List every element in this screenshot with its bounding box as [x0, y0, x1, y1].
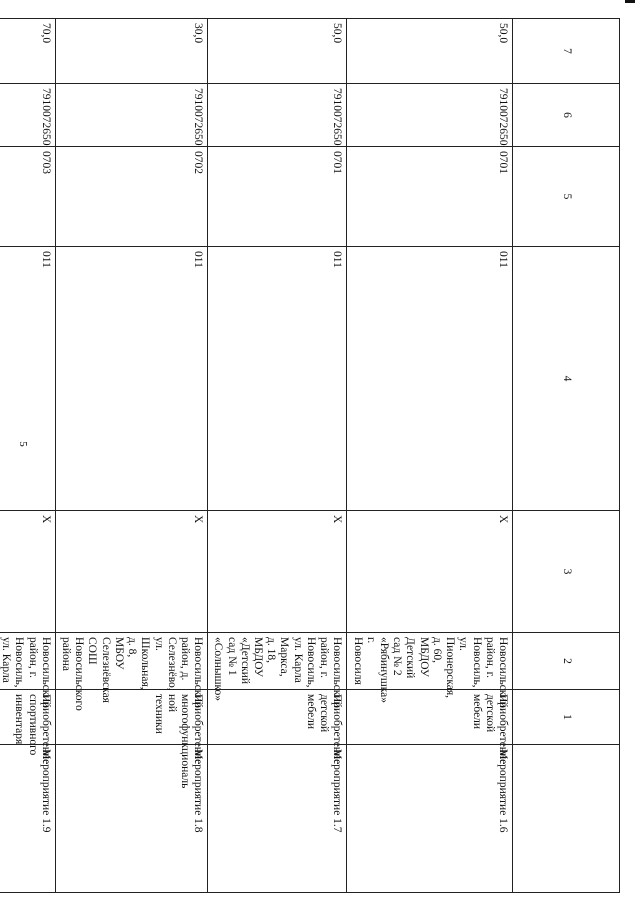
rotated-table-wrapper — [0, 18, 620, 892]
admin-code-cell: 011 — [0, 247, 55, 511]
header-cell-6: 6 — [513, 84, 620, 147]
address-cell: Новосильский район, г. Новосиль, ул. Карла — [0, 633, 55, 690]
event-name-cell: Приобретение детской мебели — [208, 690, 347, 745]
section-code-cell: 0703 — [0, 147, 55, 247]
address-cell: Новосильский район, г. Новосиль, ул. Карла Маркса, д. 18, МБДОУ «Детский сад № 1 «Солнышко» — [208, 633, 347, 690]
header-cell-2: 2 — [513, 633, 620, 690]
table-row — [0, 19, 55, 893]
admin-code-cell: 011 — [347, 247, 513, 511]
header-cell-5: 5 — [513, 147, 620, 247]
amount-cell: 50,0 — [347, 19, 513, 84]
document-page — [0, 18, 620, 892]
event-name-cell: Приобретение спортивного инвентаря — [0, 690, 55, 745]
section-code-cell: 0701 — [208, 147, 347, 247]
address-cell: Новосильский район, г. Новосиль, ул. Пионерская, д. 60, МБДОУ Детский сад № 2 «Рябинушка» г. Новосиля — [347, 633, 513, 690]
event-id-cell: Мероприятие 1.7 — [208, 745, 347, 893]
event-id-cell: Мероприятие 1.9 — [0, 745, 55, 893]
header-cell-blank — [513, 745, 620, 893]
amount-cell: 70,0 — [0, 19, 55, 84]
header-row — [513, 19, 620, 893]
admin-code-cell: 011 — [208, 247, 347, 511]
header-cell-4: 4 — [513, 247, 620, 511]
mark-cell: Х — [208, 511, 347, 633]
section-code-cell: 0701 — [347, 147, 513, 247]
scan-corner-mark — [625, 0, 635, 3]
mark-cell: Х — [0, 511, 55, 633]
table-row — [208, 19, 347, 893]
event-id-cell: Мероприятие 1.6 — [347, 745, 513, 893]
target-code-cell: 7910072650 — [347, 84, 513, 147]
admin-code-cell: 011 — [55, 247, 207, 511]
header-cell-3: 3 — [513, 511, 620, 633]
amount-cell: 50,0 — [208, 19, 347, 84]
section-code-cell: 0702 — [55, 147, 207, 247]
event-name-cell: Приобретение многофункциональ ной техники — [55, 690, 207, 745]
mark-cell: Х — [347, 511, 513, 633]
table-row — [347, 19, 513, 893]
page-number: 5 — [16, 441, 29, 447]
address-cell: Новосильский район, д. Селезнёво, ул. Школьная, д. 8, МБОУ Селезнёвская СОШ Новосильского района — [55, 633, 207, 690]
target-code-cell: 7910072650 — [0, 84, 55, 147]
events-table — [0, 18, 620, 893]
table-row — [55, 19, 207, 893]
mark-cell: Х — [55, 511, 207, 633]
amount-cell: 30,0 — [55, 19, 207, 84]
target-code-cell: 7910072650 — [208, 84, 347, 147]
target-code-cell: 7910072650 — [55, 84, 207, 147]
event-id-cell: Мероприятие 1.8 — [55, 745, 207, 893]
header-cell-7: 7 — [513, 19, 620, 84]
event-name-cell: Приобретение детской мебели — [347, 690, 513, 745]
header-cell-1: 1 — [513, 690, 620, 745]
